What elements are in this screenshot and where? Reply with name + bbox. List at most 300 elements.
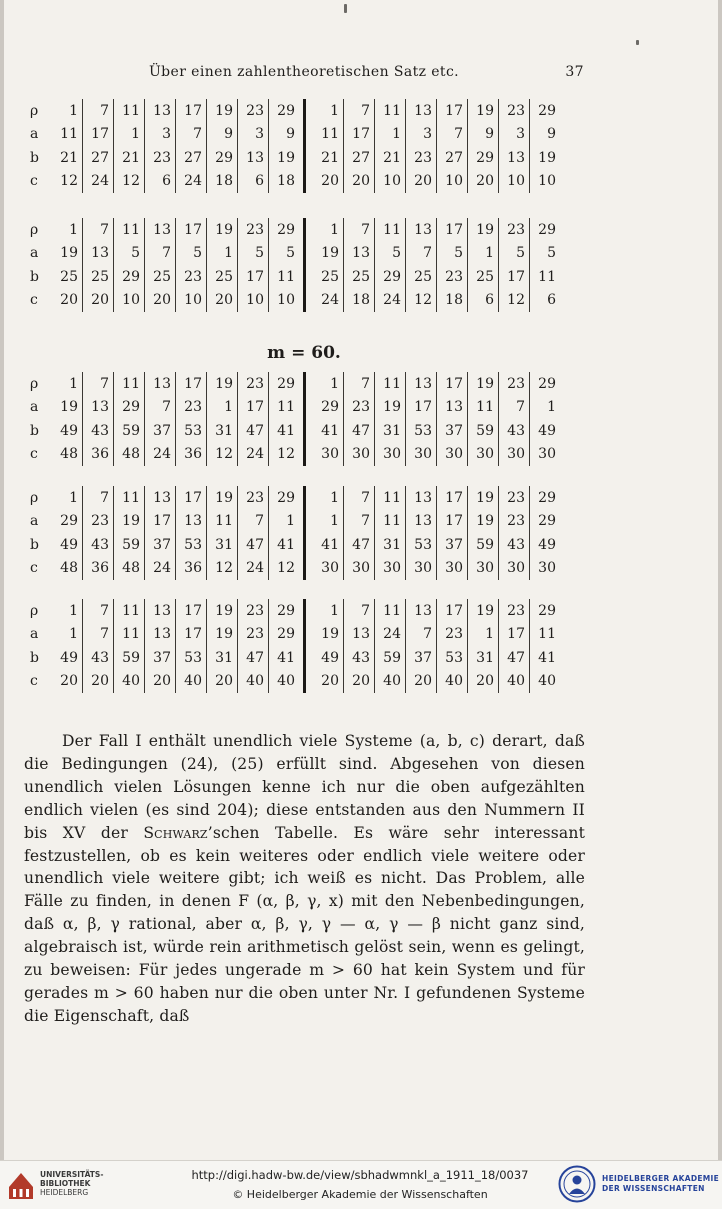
row-label: b xyxy=(30,649,39,666)
table-cell: 10 xyxy=(114,289,145,313)
table-cell: 21 xyxy=(60,149,78,166)
table-cell: 13 xyxy=(406,372,437,396)
block-separator xyxy=(299,510,313,534)
table-cell: 21 xyxy=(375,146,406,170)
table-cell: 11 xyxy=(321,126,339,143)
table-cell: 19 xyxy=(321,626,339,643)
academy-name xyxy=(602,1174,719,1194)
table-cell: 19 xyxy=(207,486,238,510)
table-cell: 30 xyxy=(406,557,437,581)
table-cell: 37 xyxy=(437,419,468,443)
table-cell: 37 xyxy=(145,533,176,557)
table-cell: 43 xyxy=(499,533,530,557)
table-cell: 9 xyxy=(468,123,499,147)
number-table xyxy=(24,599,560,693)
block-separator xyxy=(299,265,313,289)
table-cell: 1 xyxy=(330,489,339,506)
table-cell: 23 xyxy=(238,623,269,647)
table-cell: 17 xyxy=(83,123,114,147)
table-cell: 29 xyxy=(269,99,300,123)
table-cell: 19 xyxy=(468,218,499,242)
table-cell: 20 xyxy=(207,670,238,694)
table-cell: 23 xyxy=(437,623,468,647)
table-cell: 53 xyxy=(176,419,207,443)
table-cell: 25 xyxy=(145,265,176,289)
table-cell: 17 xyxy=(499,265,530,289)
table-cell: 17 xyxy=(406,396,437,420)
table-cell: 9 xyxy=(530,123,561,147)
table-cell: 10 xyxy=(499,170,530,194)
table-cell: 17 xyxy=(437,372,468,396)
table-cell: 24 xyxy=(238,443,269,467)
table-cell: 53 xyxy=(437,646,468,670)
row-label: a xyxy=(30,399,39,416)
table-cell: 43 xyxy=(83,533,114,557)
table-cell: 23 xyxy=(344,396,375,420)
table-cell: 11 xyxy=(114,372,145,396)
block-separator xyxy=(299,99,313,123)
table-cell: 20 xyxy=(60,292,78,309)
table-cell: 5 xyxy=(499,242,530,266)
table-cell: 11 xyxy=(114,486,145,510)
table-cell: 12 xyxy=(207,557,238,581)
table-cell: 40 xyxy=(176,670,207,694)
table-cell: 17 xyxy=(176,218,207,242)
table-row xyxy=(24,242,560,266)
table-cell: 12 xyxy=(60,173,78,190)
table-cell: 29 xyxy=(269,599,300,623)
table-cell: 17 xyxy=(176,372,207,396)
table-cell: 37 xyxy=(406,646,437,670)
table-cell: 1 xyxy=(530,396,561,420)
row-label: c xyxy=(30,292,38,309)
page-number: 37 xyxy=(565,64,584,80)
table-cell: 7 xyxy=(83,599,114,623)
table-cell: 7 xyxy=(83,99,114,123)
table-cell: 7 xyxy=(145,396,176,420)
table-cell: 23 xyxy=(176,396,207,420)
table-cell: 40 xyxy=(238,670,269,694)
table-cell: 20 xyxy=(83,289,114,313)
table-cell: 10 xyxy=(437,170,468,194)
table-cell: 29 xyxy=(530,372,561,396)
table-cell: 27 xyxy=(176,146,207,170)
table-cell: 53 xyxy=(406,419,437,443)
viewer-footer xyxy=(0,1160,722,1209)
table-cell: 31 xyxy=(375,419,406,443)
table-cell: 23 xyxy=(238,99,269,123)
table-cell: 23 xyxy=(499,218,530,242)
table-cell: 21 xyxy=(114,146,145,170)
table-cell: 36 xyxy=(83,557,114,581)
table-cell: 29 xyxy=(530,99,561,123)
table-cell: 24 xyxy=(321,292,339,309)
table-row xyxy=(24,443,560,467)
block-separator xyxy=(299,623,313,647)
table-cell: 19 xyxy=(468,599,499,623)
table-cell: 27 xyxy=(344,146,375,170)
table-cell: 30 xyxy=(437,557,468,581)
table-cell: 11 xyxy=(375,99,406,123)
name-smallcaps: Schwarz xyxy=(143,823,208,842)
header-title: Über einen zahlentheoretischen Satz etc. xyxy=(148,64,460,80)
library-name-line: HEIDELBERG xyxy=(40,1188,89,1197)
table-cell: 7 xyxy=(83,372,114,396)
table-cell: 29 xyxy=(321,399,339,416)
table-row xyxy=(24,372,560,396)
table-cell: 17 xyxy=(238,265,269,289)
table-cell: 31 xyxy=(207,419,238,443)
table-cell: 10 xyxy=(269,289,300,313)
table-row xyxy=(24,670,560,694)
block-separator xyxy=(299,557,313,581)
table-cell: 59 xyxy=(114,533,145,557)
table-cell: 37 xyxy=(145,419,176,443)
table-cell: 13 xyxy=(145,486,176,510)
table-cell: 29 xyxy=(269,486,300,510)
table-cell: 47 xyxy=(238,646,269,670)
table-cell: 49 xyxy=(60,649,78,666)
table-cell: 48 xyxy=(114,557,145,581)
table-cell: 19 xyxy=(207,372,238,396)
table-cell: 41 xyxy=(321,422,339,439)
table-cell: 17 xyxy=(437,218,468,242)
block-separator xyxy=(299,170,313,194)
running-header xyxy=(24,64,584,84)
table-cell: 1 xyxy=(114,123,145,147)
table-cell: 20 xyxy=(145,670,176,694)
table-row xyxy=(24,599,560,623)
table-cell: 19 xyxy=(207,599,238,623)
block-separator xyxy=(299,599,313,623)
row-label: b xyxy=(30,536,39,553)
table-cell: 24 xyxy=(238,557,269,581)
table-cell: 23 xyxy=(176,265,207,289)
table-cell: 59 xyxy=(468,419,499,443)
table-cell: 7 xyxy=(437,123,468,147)
table-cell: 13 xyxy=(406,599,437,623)
table-cell: 1 xyxy=(330,221,339,238)
table-cell: 1 xyxy=(375,123,406,147)
table-cell: 23 xyxy=(437,265,468,289)
table-cell: 13 xyxy=(145,623,176,647)
table-cell: 18 xyxy=(437,289,468,313)
table-cell: 23 xyxy=(499,99,530,123)
row-label: a xyxy=(30,626,39,643)
table-cell: 11 xyxy=(114,99,145,123)
table-cell: 5 xyxy=(375,242,406,266)
table-cell: 5 xyxy=(114,242,145,266)
table-cell: 1 xyxy=(69,602,78,619)
table-cell: 13 xyxy=(145,99,176,123)
table-cell: 29 xyxy=(530,599,561,623)
row-label: c xyxy=(30,560,38,577)
table-row xyxy=(24,533,560,557)
table-cell: 29 xyxy=(530,218,561,242)
number-table xyxy=(24,372,560,466)
table-cell: 20 xyxy=(321,173,339,190)
block-separator xyxy=(299,372,313,396)
table-cell: 13 xyxy=(406,486,437,510)
table-cell: 19 xyxy=(468,99,499,123)
table-cell: 29 xyxy=(530,486,561,510)
table-cell: 6 xyxy=(468,289,499,313)
table-cell: 25 xyxy=(468,265,499,289)
table-row xyxy=(24,396,560,420)
table-cell: 11 xyxy=(60,126,78,143)
university-library-logo-icon xyxy=(6,1167,36,1203)
table-cell: 24 xyxy=(176,170,207,194)
table-cell: 17 xyxy=(176,486,207,510)
table-cell: 48 xyxy=(60,446,78,463)
academy-seal-icon xyxy=(558,1165,596,1203)
table-cell: 12 xyxy=(269,557,300,581)
smudge-mark xyxy=(344,4,347,13)
table-cell: 29 xyxy=(114,396,145,420)
table-cell: 19 xyxy=(468,510,499,534)
table-cell: 19 xyxy=(468,372,499,396)
table-cell: 17 xyxy=(145,510,176,534)
table-cell: 25 xyxy=(60,268,78,285)
row-label: ρ xyxy=(30,489,39,506)
table-cell: 23 xyxy=(406,146,437,170)
number-table xyxy=(24,218,560,312)
table-row xyxy=(24,218,560,242)
table-cell: 1 xyxy=(269,510,300,534)
table-cell: 30 xyxy=(499,443,530,467)
table-row xyxy=(24,557,560,581)
row-label: ρ xyxy=(30,602,39,619)
table-cell: 20 xyxy=(344,170,375,194)
table-cell: 6 xyxy=(530,289,561,313)
table-cell: 23 xyxy=(238,599,269,623)
table-cell: 36 xyxy=(176,557,207,581)
table-cell: 25 xyxy=(344,265,375,289)
body-paragraph xyxy=(24,730,585,1028)
table-cell: 7 xyxy=(406,242,437,266)
table-cell: 30 xyxy=(344,557,375,581)
table-cell: 11 xyxy=(375,218,406,242)
table-cell: 5 xyxy=(269,242,300,266)
table-cell: 17 xyxy=(238,396,269,420)
table-cell: 13 xyxy=(145,599,176,623)
table-cell: 17 xyxy=(176,99,207,123)
table-cell: 29 xyxy=(269,372,300,396)
table-cell: 23 xyxy=(83,510,114,534)
table-cell: 10 xyxy=(176,289,207,313)
table-cell: 3 xyxy=(145,123,176,147)
table-cell: 17 xyxy=(344,123,375,147)
table-cell: 37 xyxy=(437,533,468,557)
table-row xyxy=(24,99,560,123)
table-cell: 19 xyxy=(207,623,238,647)
table-cell: 1 xyxy=(330,375,339,392)
block-separator xyxy=(299,646,313,670)
table-cell: 13 xyxy=(176,510,207,534)
table-cell: 13 xyxy=(238,146,269,170)
table-cell: 20 xyxy=(321,673,339,690)
table-cell: 7 xyxy=(145,242,176,266)
table-cell: 9 xyxy=(269,123,300,147)
table-cell: 12 xyxy=(499,289,530,313)
table-cell: 11 xyxy=(375,510,406,534)
paragraph-text: Der Fall I enthält unendlich viele Systeme (a, b, c) derart, daß die Bedingungen (24), (25) erfüllt sind. Abgesehen von diesen unendlich vielen Lösungen kenne ich nur die oben aufgezählten endlich vielen (es sind 204); diese entstanden aus den Nummern II bis XV der xyxy=(24,732,585,842)
table-cell: 12 xyxy=(207,443,238,467)
block-separator xyxy=(299,419,313,443)
table-cell: 25 xyxy=(321,268,339,285)
table-cell: 23 xyxy=(238,218,269,242)
table-cell: 41 xyxy=(530,646,561,670)
table-cell: 59 xyxy=(114,646,145,670)
table-cell: 23 xyxy=(499,372,530,396)
table-cell: 1 xyxy=(69,102,78,119)
table-cell: 30 xyxy=(375,443,406,467)
table-cell: 7 xyxy=(83,218,114,242)
table-cell: 29 xyxy=(468,146,499,170)
table-row xyxy=(24,265,560,289)
table-cell: 20 xyxy=(406,670,437,694)
table-cell: 20 xyxy=(468,170,499,194)
row-label: c xyxy=(30,446,38,463)
table-cell: 11 xyxy=(114,218,145,242)
table-cell: 19 xyxy=(375,396,406,420)
number-table xyxy=(24,99,560,193)
table-cell: 17 xyxy=(499,623,530,647)
row-label: ρ xyxy=(30,221,39,238)
table-cell: 48 xyxy=(114,443,145,467)
table-cell: 21 xyxy=(321,149,339,166)
table-cell: 48 xyxy=(60,560,78,577)
table-cell: 13 xyxy=(83,242,114,266)
table-cell: 11 xyxy=(530,265,561,289)
table-cell: 31 xyxy=(468,646,499,670)
table-cell: 23 xyxy=(238,372,269,396)
table-cell: 10 xyxy=(375,170,406,194)
table-cell: 49 xyxy=(530,533,561,557)
table-cell: 1 xyxy=(69,626,78,643)
table-cell: 1 xyxy=(330,513,339,530)
table-cell: 1 xyxy=(330,102,339,119)
table-cell: 24 xyxy=(145,557,176,581)
table-cell: 47 xyxy=(499,646,530,670)
table-cell: 19 xyxy=(269,146,300,170)
row-label: ρ xyxy=(30,102,39,119)
table-cell: 6 xyxy=(238,170,269,194)
table-cell: 41 xyxy=(321,536,339,553)
table-cell: 10 xyxy=(238,289,269,313)
table-cell: 19 xyxy=(114,510,145,534)
table-cell: 13 xyxy=(406,510,437,534)
table-cell: 3 xyxy=(499,123,530,147)
table-cell: 29 xyxy=(60,513,78,530)
table-cell: 24 xyxy=(83,170,114,194)
table-cell: 23 xyxy=(499,486,530,510)
table-cell: 36 xyxy=(176,443,207,467)
table-cell: 30 xyxy=(530,557,561,581)
table-row xyxy=(24,123,560,147)
table-row xyxy=(24,510,560,534)
table-cell: 29 xyxy=(530,510,561,534)
table-cell: 37 xyxy=(145,646,176,670)
library-name-line: BIBLIOTHEK xyxy=(40,1179,91,1188)
table-cell: 49 xyxy=(530,419,561,443)
table-cell: 3 xyxy=(406,123,437,147)
table-cell: 20 xyxy=(468,670,499,694)
table-cell: 20 xyxy=(60,673,78,690)
table-cell: 6 xyxy=(145,170,176,194)
table-cell: 7 xyxy=(344,510,375,534)
table-cell: 30 xyxy=(406,443,437,467)
table-cell: 19 xyxy=(60,245,78,262)
table-cell: 47 xyxy=(238,533,269,557)
table-cell: 13 xyxy=(437,396,468,420)
table-cell: 40 xyxy=(437,670,468,694)
table-cell: 40 xyxy=(499,670,530,694)
table-cell: 12 xyxy=(269,443,300,467)
table-cell: 17 xyxy=(176,599,207,623)
row-label: a xyxy=(30,245,39,262)
table-cell: 1 xyxy=(207,242,238,266)
table-cell: 18 xyxy=(269,170,300,194)
table-cell: 13 xyxy=(344,623,375,647)
block-separator xyxy=(299,443,313,467)
table-cell: 7 xyxy=(344,218,375,242)
table-cell: 13 xyxy=(406,99,437,123)
table-cell: 43 xyxy=(83,646,114,670)
table-cell: 1 xyxy=(468,242,499,266)
table-cell: 53 xyxy=(176,646,207,670)
table-cell: 19 xyxy=(321,245,339,262)
table-cell: 43 xyxy=(344,646,375,670)
table-cell: 47 xyxy=(344,533,375,557)
table-cell: 25 xyxy=(83,265,114,289)
table-row xyxy=(24,623,560,647)
table-cell: 19 xyxy=(207,99,238,123)
table-cell: 59 xyxy=(114,419,145,443)
row-label: c xyxy=(30,173,38,190)
table-cell: 7 xyxy=(344,486,375,510)
block-separator xyxy=(299,218,313,242)
table-cell: 24 xyxy=(375,289,406,313)
smudge-mark xyxy=(636,40,639,45)
table-cell: 17 xyxy=(437,599,468,623)
table-cell: 20 xyxy=(145,289,176,313)
table-cell: 13 xyxy=(344,242,375,266)
table-cell: 41 xyxy=(269,646,300,670)
table-cell: 5 xyxy=(238,242,269,266)
table-cell: 29 xyxy=(375,265,406,289)
table-cell: 11 xyxy=(269,265,300,289)
table-cell: 43 xyxy=(499,419,530,443)
table-cell: 30 xyxy=(321,446,339,463)
table-cell: 13 xyxy=(406,218,437,242)
table-cell: 29 xyxy=(114,265,145,289)
table-cell: 23 xyxy=(145,146,176,170)
table-cell: 40 xyxy=(114,670,145,694)
academy-name-line: HEIDELBERGER AKADEMIE xyxy=(602,1174,720,1183)
block-separator xyxy=(299,486,313,510)
table-cell: 7 xyxy=(83,486,114,510)
table-cell: 47 xyxy=(238,419,269,443)
table-cell: 41 xyxy=(269,533,300,557)
table-cell: 23 xyxy=(499,599,530,623)
table-row xyxy=(24,486,560,510)
table-cell: 24 xyxy=(145,443,176,467)
block-separator xyxy=(299,670,313,694)
table-cell: 24 xyxy=(375,623,406,647)
table-cell: 31 xyxy=(375,533,406,557)
permalink[interactable]: http://digi.hadw-bw.de/view/sbhadwmnkl_a_1911_18/0037 xyxy=(191,1168,529,1182)
